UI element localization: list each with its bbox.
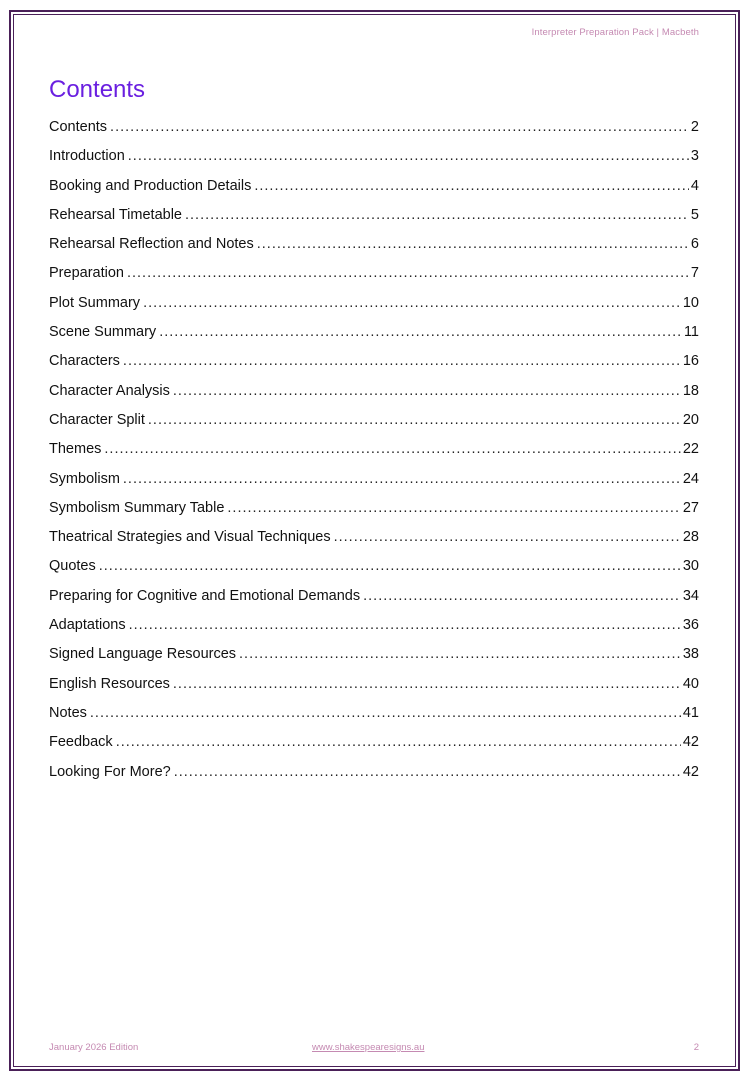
toc-entry-label[interactable]: Symbolism Summary Table <box>49 499 225 516</box>
toc-entry-label[interactable]: Quotes <box>49 558 96 575</box>
toc-entry-label[interactable]: Preparation <box>49 265 124 282</box>
toc-entry-page-number[interactable]: 5 <box>690 206 699 223</box>
toc-dot-leader <box>334 523 681 552</box>
toc-entry[interactable] <box>49 523 699 552</box>
footer-page-number: 2 <box>693 1042 699 1053</box>
toc-entry-label[interactable]: Character Split <box>49 411 145 428</box>
toc-entry-label[interactable]: Looking For More? <box>49 763 171 780</box>
toc-dot-leader <box>90 699 681 728</box>
toc-entry[interactable] <box>49 465 699 494</box>
toc-entry[interactable] <box>49 201 699 230</box>
toc-entry-label[interactable]: English Resources <box>49 675 170 692</box>
toc-entry-page-number[interactable]: 42 <box>682 734 699 751</box>
toc-entry[interactable] <box>49 406 699 435</box>
toc-entry-page-number[interactable]: 20 <box>682 411 699 428</box>
toc-entry-label[interactable]: Contents <box>49 119 108 135</box>
toc-dot-leader <box>239 640 681 669</box>
toc-entry-label[interactable]: Themes <box>49 441 102 458</box>
toc-dot-leader <box>116 728 681 757</box>
toc-entry-page-number[interactable]: 4 <box>690 177 699 194</box>
toc-dot-leader <box>129 611 681 640</box>
toc-entry-label[interactable]: Preparing for Cognitive and Emotional Demands <box>49 587 361 604</box>
toc-entry[interactable] <box>49 289 699 318</box>
toc-dot-leader <box>257 230 689 259</box>
toc-entry[interactable] <box>49 142 699 171</box>
toc-entry-page-number[interactable]: 30 <box>682 558 699 575</box>
page-title: Contents <box>49 76 146 103</box>
toc-dot-leader <box>363 582 681 611</box>
toc-entry[interactable] <box>49 259 699 288</box>
toc-entry-page-number[interactable]: 40 <box>682 675 699 692</box>
running-header: Interpreter Preparation Pack | Macbeth <box>531 27 699 38</box>
toc-entry[interactable] <box>49 670 699 699</box>
toc-entry-page-number[interactable]: 2 <box>690 119 699 135</box>
toc-entry-label[interactable]: Adaptations <box>49 617 126 634</box>
toc-entry[interactable] <box>49 758 699 787</box>
toc-entry-page-number[interactable]: 22 <box>682 441 699 458</box>
toc-entry-label[interactable]: Rehearsal Reflection and Notes <box>49 236 254 253</box>
toc-entry-page-number[interactable]: 3 <box>690 148 699 165</box>
toc-entry[interactable] <box>49 172 699 201</box>
toc-entry[interactable] <box>49 582 699 611</box>
footer-edition: January 2026 Edition <box>49 1042 139 1053</box>
toc-entry-label[interactable]: Theatrical Strategies and Visual Techniques <box>49 529 331 546</box>
toc-dot-leader <box>110 113 689 142</box>
toc-entry-page-number[interactable]: 16 <box>682 353 699 370</box>
toc-entry-page-number[interactable]: 38 <box>682 646 699 663</box>
toc-entry-label[interactable]: Characters <box>49 353 120 370</box>
toc-entry[interactable] <box>49 113 699 142</box>
toc-entry[interactable] <box>49 728 699 757</box>
footer-website-link[interactable]: www.shakespearesigns.au <box>312 1042 425 1053</box>
toc-entry[interactable] <box>49 640 699 669</box>
toc-entry[interactable] <box>49 230 699 259</box>
toc-entry[interactable] <box>49 699 699 728</box>
toc-entry[interactable] <box>49 435 699 464</box>
toc-entry-label[interactable]: Scene Summary <box>49 324 157 341</box>
toc-entry-label[interactable]: Signed Language Resources <box>49 646 237 663</box>
table-of-contents <box>49 113 699 787</box>
toc-dot-leader <box>173 670 681 699</box>
toc-entry[interactable] <box>49 611 699 640</box>
toc-entry[interactable] <box>49 494 699 523</box>
toc-entry-label[interactable]: Booking and Production Details <box>49 177 252 194</box>
toc-entry[interactable] <box>49 347 699 376</box>
toc-entry-label[interactable]: Feedback <box>49 734 113 751</box>
toc-dot-leader <box>185 201 689 230</box>
toc-entry-label[interactable]: Rehearsal Timetable <box>49 206 182 223</box>
toc-dot-leader <box>174 758 681 787</box>
toc-entry[interactable] <box>49 377 699 406</box>
toc-entry-label[interactable]: Introduction <box>49 148 125 165</box>
toc-entry-page-number[interactable]: 18 <box>682 382 699 399</box>
toc-dot-leader <box>227 494 680 523</box>
toc-entry-page-number[interactable]: 11 <box>683 324 699 341</box>
toc-entry[interactable] <box>49 552 699 581</box>
toc-dot-leader <box>159 318 682 347</box>
toc-entry-page-number[interactable]: 6 <box>690 236 699 253</box>
toc-dot-leader <box>123 465 681 494</box>
toc-entry-page-number[interactable]: 27 <box>682 499 699 516</box>
toc-entry-label[interactable]: Plot Summary <box>49 294 141 311</box>
toc-dot-leader <box>127 259 689 288</box>
toc-entry-label[interactable]: Symbolism <box>49 470 120 487</box>
toc-entry[interactable] <box>49 318 699 347</box>
toc-entry-page-number[interactable]: 7 <box>690 265 699 282</box>
toc-entry-page-number[interactable]: 42 <box>682 763 699 780</box>
toc-entry-page-number[interactable]: 10 <box>682 294 699 311</box>
toc-entry-page-number[interactable]: 36 <box>682 617 699 634</box>
toc-dot-leader <box>143 289 681 318</box>
toc-entry-label[interactable]: Notes <box>49 704 87 721</box>
toc-dot-leader <box>173 377 681 406</box>
toc-dot-leader <box>99 552 681 581</box>
toc-dot-leader <box>254 172 689 201</box>
toc-entry-page-number[interactable]: 24 <box>682 470 699 487</box>
toc-entry-page-number[interactable]: 34 <box>682 587 699 604</box>
toc-entry-page-number[interactable]: 41 <box>682 704 699 721</box>
toc-entry-page-number[interactable]: 28 <box>682 529 699 546</box>
toc-dot-leader <box>123 347 681 376</box>
toc-dot-leader <box>104 435 680 464</box>
toc-dot-leader <box>128 142 689 171</box>
toc-entry-label[interactable]: Character Analysis <box>49 382 170 399</box>
toc-dot-leader <box>148 406 681 435</box>
